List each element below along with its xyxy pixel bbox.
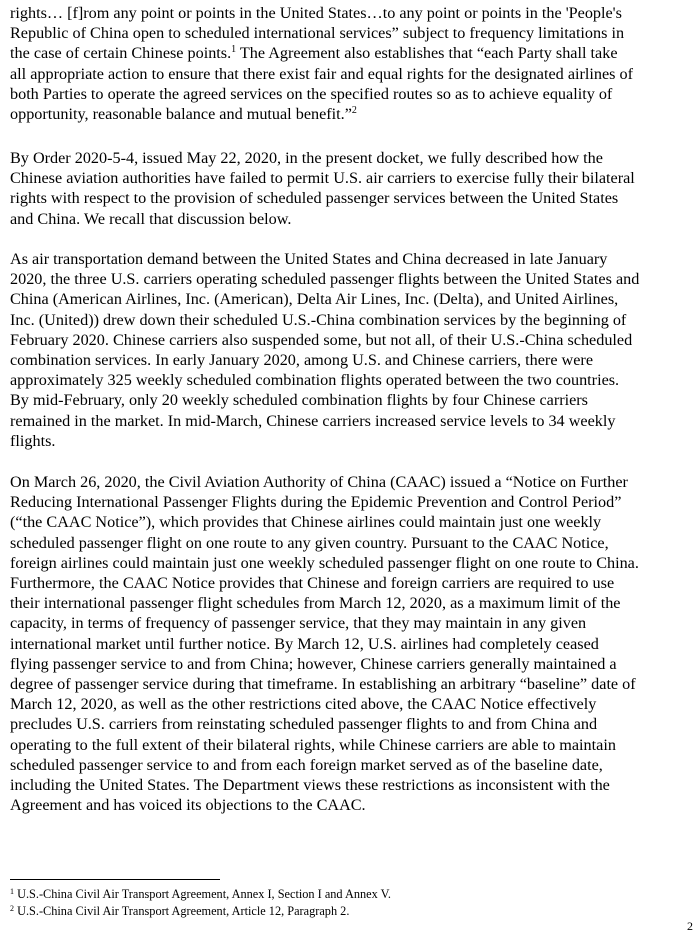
text-line: combination services. In early January 2020, among U.S. and Chinese carriers, there were bbox=[10, 351, 594, 370]
text-line: China (American Airlines, Inc. (American), Delta Air Lines, Inc. (Delta), and United Airlines, bbox=[10, 290, 619, 309]
text-line: Republic of China open to scheduled international services” subject to frequency limitations in bbox=[10, 24, 625, 43]
footnote-ref-1[interactable]: 1 bbox=[231, 44, 237, 56]
text-line: international market until further notice. By March 12, U.S. airlines had completely ceased bbox=[10, 634, 599, 653]
paragraph-2 bbox=[10, 148, 694, 229]
paragraph-3 bbox=[10, 249, 694, 451]
text-line: March 12, 2020, as well as the other restrictions cited above, the CAAC Notice effectively bbox=[10, 695, 597, 714]
text-line: scheduled passenger service to and from each foreign market served as of the baseline date, bbox=[10, 755, 603, 774]
text-line: Furthermore, the CAAC Notice provides that Chinese and foreign carriers are required to use bbox=[10, 574, 615, 593]
text-line: scheduled passenger flight on one route to any given country. Pursuant to the CAAC Notice, bbox=[10, 533, 609, 552]
footnote-ref-2[interactable]: 2 bbox=[351, 105, 357, 117]
footnote-marker: 1 bbox=[10, 887, 14, 896]
text-line: Reducing International Passenger Flights during the Epidemic Prevention and Control Period” bbox=[10, 493, 622, 512]
text-line bbox=[10, 43, 694, 63]
paragraph-4 bbox=[10, 472, 694, 815]
text-line: By Order 2020-5-4, issued May 22, 2020, in the present docket, we fully described how the bbox=[10, 149, 603, 167]
text-line bbox=[10, 104, 694, 124]
text-line: (“the CAAC Notice”), which provides that Chinese airlines could maintain just one weekly bbox=[10, 513, 602, 532]
text-line: flights. bbox=[10, 431, 56, 450]
text-line: both Parties to operate the agreed services on the specified routes so as to achieve equality of bbox=[10, 84, 613, 103]
text-segment: the case of certain Chinese points. bbox=[10, 44, 232, 63]
text-line: including the United States. The Department views these restrictions as inconsistent with the bbox=[10, 776, 610, 795]
text-line: approximately 325 weekly scheduled combination flights operated between the two countries. bbox=[10, 371, 620, 390]
text-line: precludes U.S. carriers from reinstating scheduled passenger flights to and from China and bbox=[10, 715, 598, 734]
text-line: operating to the full extent of their bilateral rights, while Chinese carriers are able to maintain bbox=[10, 735, 616, 754]
text-line: 2020, the three U.S. carriers operating scheduled passenger flights between the United States and bbox=[10, 270, 640, 289]
text-line: foreign airlines could maintain just one weekly scheduled passenger flight on one route to China. bbox=[10, 553, 639, 572]
text-line: capacity, in terms of frequency of passenger service, that they may maintain in any given bbox=[10, 614, 587, 633]
footnote-separator bbox=[10, 879, 220, 880]
text-line: rights with respect to the provision of scheduled passenger services between the United States bbox=[10, 189, 619, 208]
paragraph-1 bbox=[10, 3, 694, 124]
text-line: remained in the market. In mid-March, Chinese carriers increased service levels to 34 weekly bbox=[10, 411, 616, 430]
text-line: and China. We recall that discussion below. bbox=[10, 209, 292, 228]
footnote-2 bbox=[10, 903, 391, 920]
text-line: Chinese aviation authorities have failed to permit U.S. air carriers to exercise fully their bilateral bbox=[10, 169, 635, 188]
text-line: Inc. (United)) drew down their scheduled U.S.-China combination services by the beginning of bbox=[10, 310, 627, 329]
page-number: 2 bbox=[687, 919, 693, 933]
text-line: flying passenger service to and from China; however, Chinese carriers generally maintained a bbox=[10, 654, 617, 673]
text-line: degree of passenger service during that timeframe. In establishing an arbitrary “baseline” date of bbox=[10, 675, 636, 694]
footnote-text: U.S.-China Civil Air Transport Agreement, Annex I, Section I and Annex V. bbox=[14, 887, 391, 901]
text-line: On March 26, 2020, the Civil Aviation Authority of China (CAAC) issued a “Notice on Further bbox=[10, 473, 628, 491]
text-segment: opportunity, reasonable balance and mutual benefit.” bbox=[10, 105, 352, 124]
text-line: all appropriate action to ensure that there exist fair and equal rights for the designated airlines of bbox=[10, 64, 633, 83]
text-line: rights… [f]rom any point or points in the United States…to any point or points in the 'People's bbox=[10, 4, 622, 22]
text-segment: The Agreement also establishes that “each Party shall take bbox=[239, 44, 618, 63]
footnote-1 bbox=[10, 886, 391, 903]
text-line: As air transportation demand between the United States and China decreased in late January bbox=[10, 250, 608, 268]
text-line: Agreement and has voiced its objections to the CAAC. bbox=[10, 796, 366, 815]
footnote-marker: 2 bbox=[10, 903, 14, 913]
text-line: February 2020. Chinese carriers also suspended some, but not all, of their U.S.-China scheduled bbox=[10, 330, 633, 349]
footnotes bbox=[10, 886, 391, 919]
text-line: their international passenger flight schedules from March 12, 2020, as a maximum limit of the bbox=[10, 594, 621, 613]
text-line: By mid-February, only 20 weekly scheduled combination flights by four Chinese carriers bbox=[10, 391, 588, 410]
footnote-text: U.S.-China Civil Air Transport Agreement, Article 12, Paragraph 2. bbox=[14, 903, 350, 918]
